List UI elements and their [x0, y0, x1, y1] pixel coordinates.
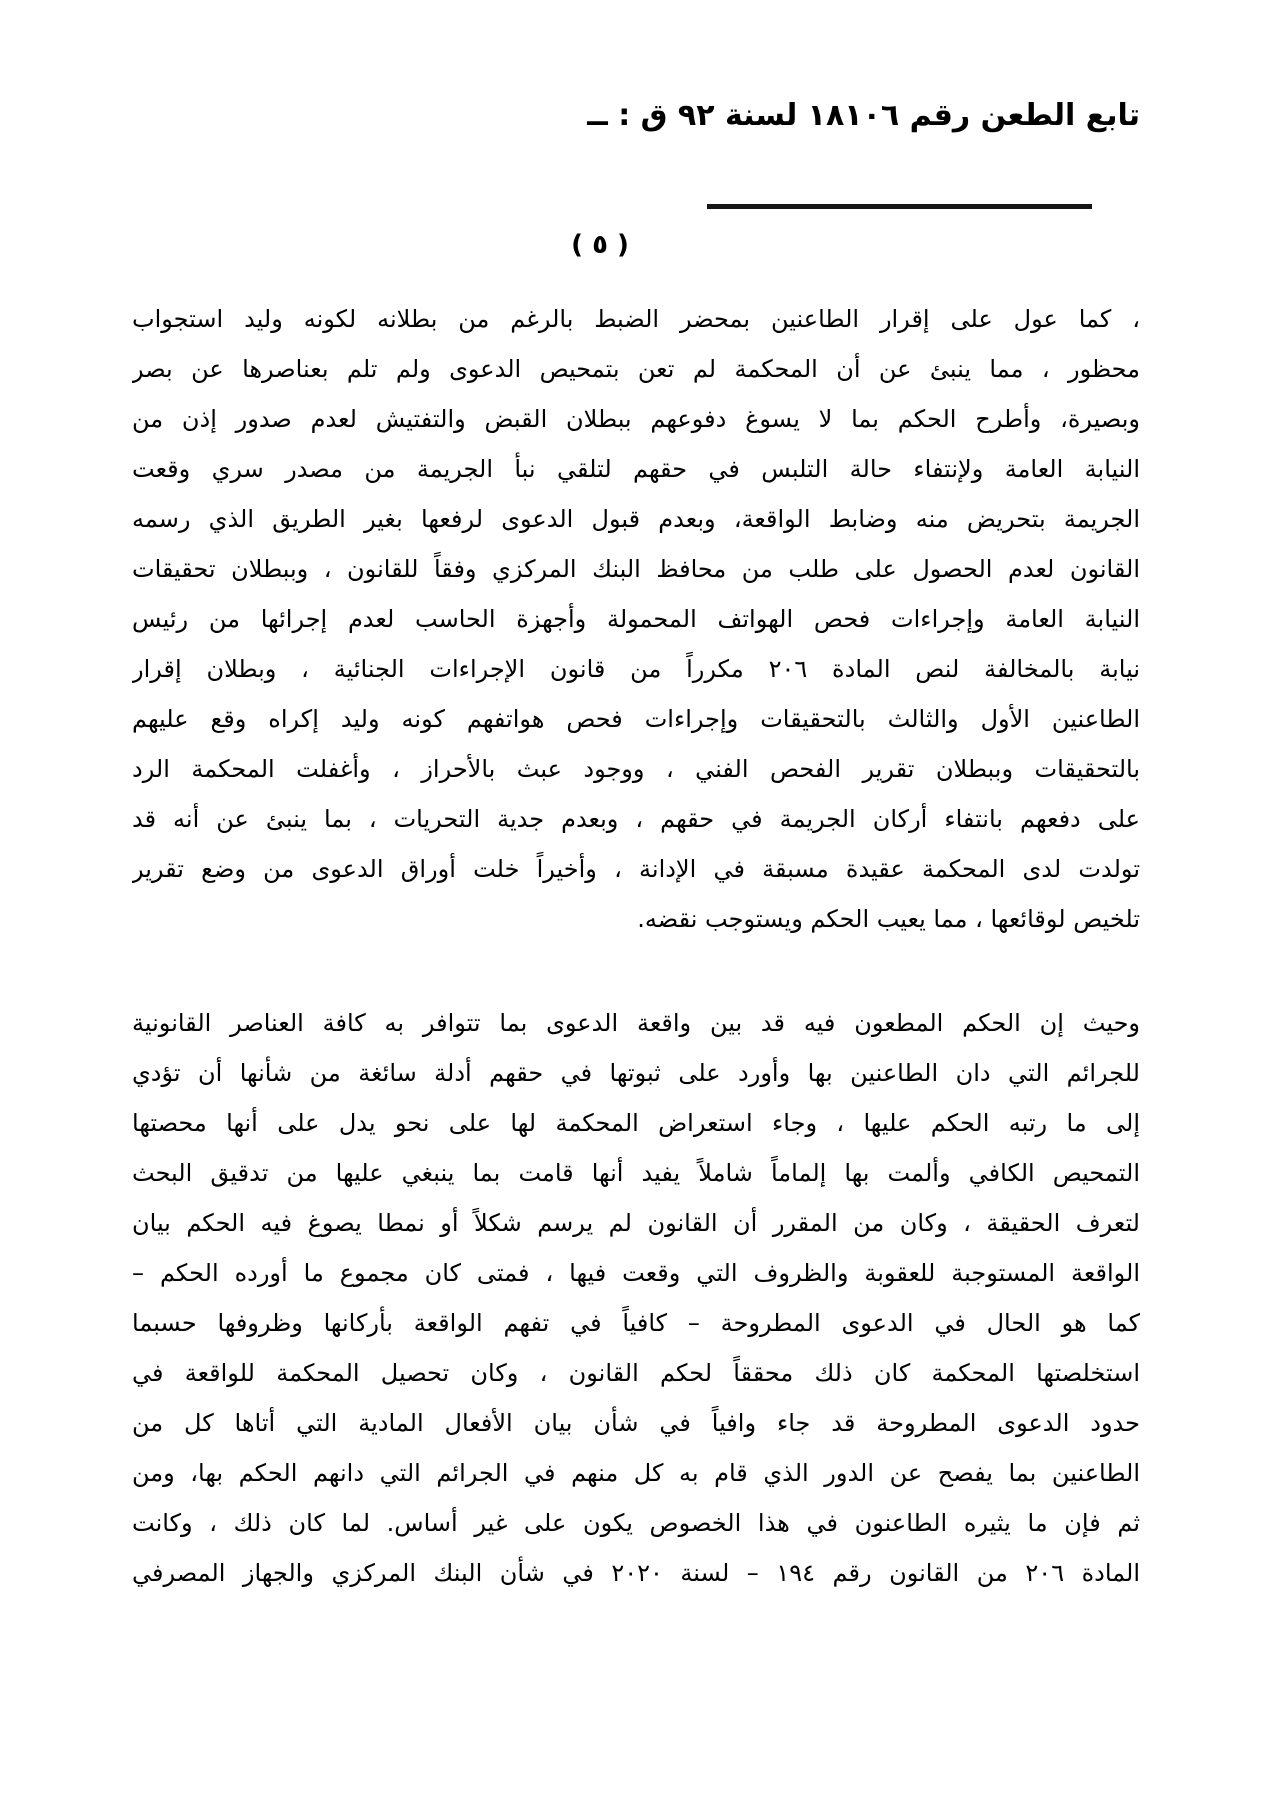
- case-reference-header: تابع الطعن رقم ١٨١٠٦ لسنة ٩٢ ق : ــ: [587, 98, 1140, 133]
- text-line: النيابة العامة وإجراءات فحص الهواتف المحمولة وأجهزة الحاسب لعدم إجرائها من رئيس: [132, 605, 1140, 633]
- text-line: محظور ، مما ينبئ عن أن المحكمة لم تعن بتمحيص الدعوى ولم تلم بعناصرها عن بصر: [132, 355, 1140, 383]
- text-line: وحيث إن الحكم المطعون فيه قد بين واقعة الدعوى بما تتوافر به كافة العناصر القانونية: [132, 1009, 1140, 1037]
- paragraph-grounds-of-appeal: [132, 294, 1140, 944]
- text-line: الواقعة المستوجبة للعقوبة والظروف التي وقعت فيها ، فمتى كان مجموع ما أورده الحكم –: [132, 1259, 1140, 1287]
- text-line: تلخيص لوقائعها ، مما يعيب الحكم ويستوجب نقضه.: [637, 905, 1140, 933]
- text-line: النيابة العامة ولإنتفاء حالة التلبس في حقهم لتلقي نبأ الجريمة من مصدر سري وقعت: [132, 455, 1140, 483]
- page-number: ( ٥ ): [571, 230, 629, 260]
- text-line: على دفعهم بانتفاء أركان الجريمة في حقهم ، وبعدم جدية التحريات ، بما ينبئ عن أنه قد: [132, 805, 1140, 833]
- text-line: وبصيرة، وأطرح الحكم بما لا يسوغ دفوعهم ببطلان القبض والتفتيش لعدم صدور إذن من: [132, 405, 1140, 433]
- text-line: للجرائم التي دان الطاعنين بها وأورد على ثبوتها في حقهم أدلة سائغة من شأنها أن تؤدي: [132, 1059, 1140, 1087]
- text-line: الطاعنين الأول والثالث بالتحقيقات وإجراءات فحص هواتفهم كونه وليد إكراه وقع عليهم: [132, 705, 1140, 733]
- text-line: إلى ما رتبه الحكم عليها ، وجاء استعراض المحكمة لها على نحو يدل على أنها محصتها: [132, 1109, 1140, 1137]
- text-line: الطاعنين بما يفصح عن الدور الذي قام به كل منهم في الجرائم التي دانهم الحكم بها، ومن: [132, 1459, 1140, 1487]
- header-underline-rule: [707, 204, 1092, 209]
- document-body: [132, 294, 1140, 1598]
- text-line: حدود الدعوى المطروحة قد جاء وافياً في شأن بيان الأفعال المادية التي أتاها كل من: [132, 1409, 1140, 1437]
- text-line: ثم فإن ما يثيره الطاعنون في هذا الخصوص يكون على غير أساس. لما كان ذلك ، وكانت: [132, 1509, 1140, 1537]
- text-line: ، كما عول على إقرار الطاعنين بمحضر الضبط بالرغم من بطلانه لكونه وليد استجواب: [132, 305, 1140, 333]
- text-line: بالتحقيقات وببطلان تقرير الفحص الفني ، ووجود عبث بالأحراز ، وأغفلت المحكمة الرد: [132, 755, 1140, 783]
- text-line: نيابة بالمخالفة لنص المادة ٢٠٦ مكرراً من قانون الإجراءات الجنائية ، وبطلان إقرار: [132, 655, 1140, 683]
- text-line: المادة ٢٠٦ من القانون رقم ١٩٤ – لسنة ٢٠٢٠ في شأن البنك المركزي والجهاز المصرفي: [132, 1559, 1140, 1587]
- text-line: استخلصتها المحكمة كان ذلك محققاً لحكم القانون ، وكان تحصيل المحكمة للواقعة في: [132, 1359, 1140, 1387]
- text-line: التمحيص الكافي وألمت بها إلماماً شاملاً يفيد أنها قامت بما ينبغي عليها من تدقيق البحث: [132, 1159, 1140, 1187]
- paragraph-court-reasoning: [132, 998, 1140, 1598]
- text-line: القانون لعدم الحصول على طلب من محافظ البنك المركزي وفقاً للقانون ، وببطلان تحقيقات: [132, 555, 1140, 583]
- text-line: لتعرف الحقيقة ، وكان من المقرر أن القانون لم يرسم شكلاً أو نمطا يصوغ فيه الحكم بيان: [132, 1209, 1140, 1237]
- text-line: الجريمة بتحريض منه وضابط الواقعة، وبعدم قبول الدعوى لرفعها بغير الطريق الذي رسمه: [132, 505, 1140, 533]
- text-line: تولدت لدى المحكمة عقيدة مسبقة في الإدانة ، وأخيراً خلت أوراق الدعوى من وضع تقرير: [132, 855, 1140, 883]
- text-line: كما هو الحال في الدعوى المطروحة – كافياً في تفهم الواقعة بأركانها وظروفها حسبما: [132, 1309, 1140, 1337]
